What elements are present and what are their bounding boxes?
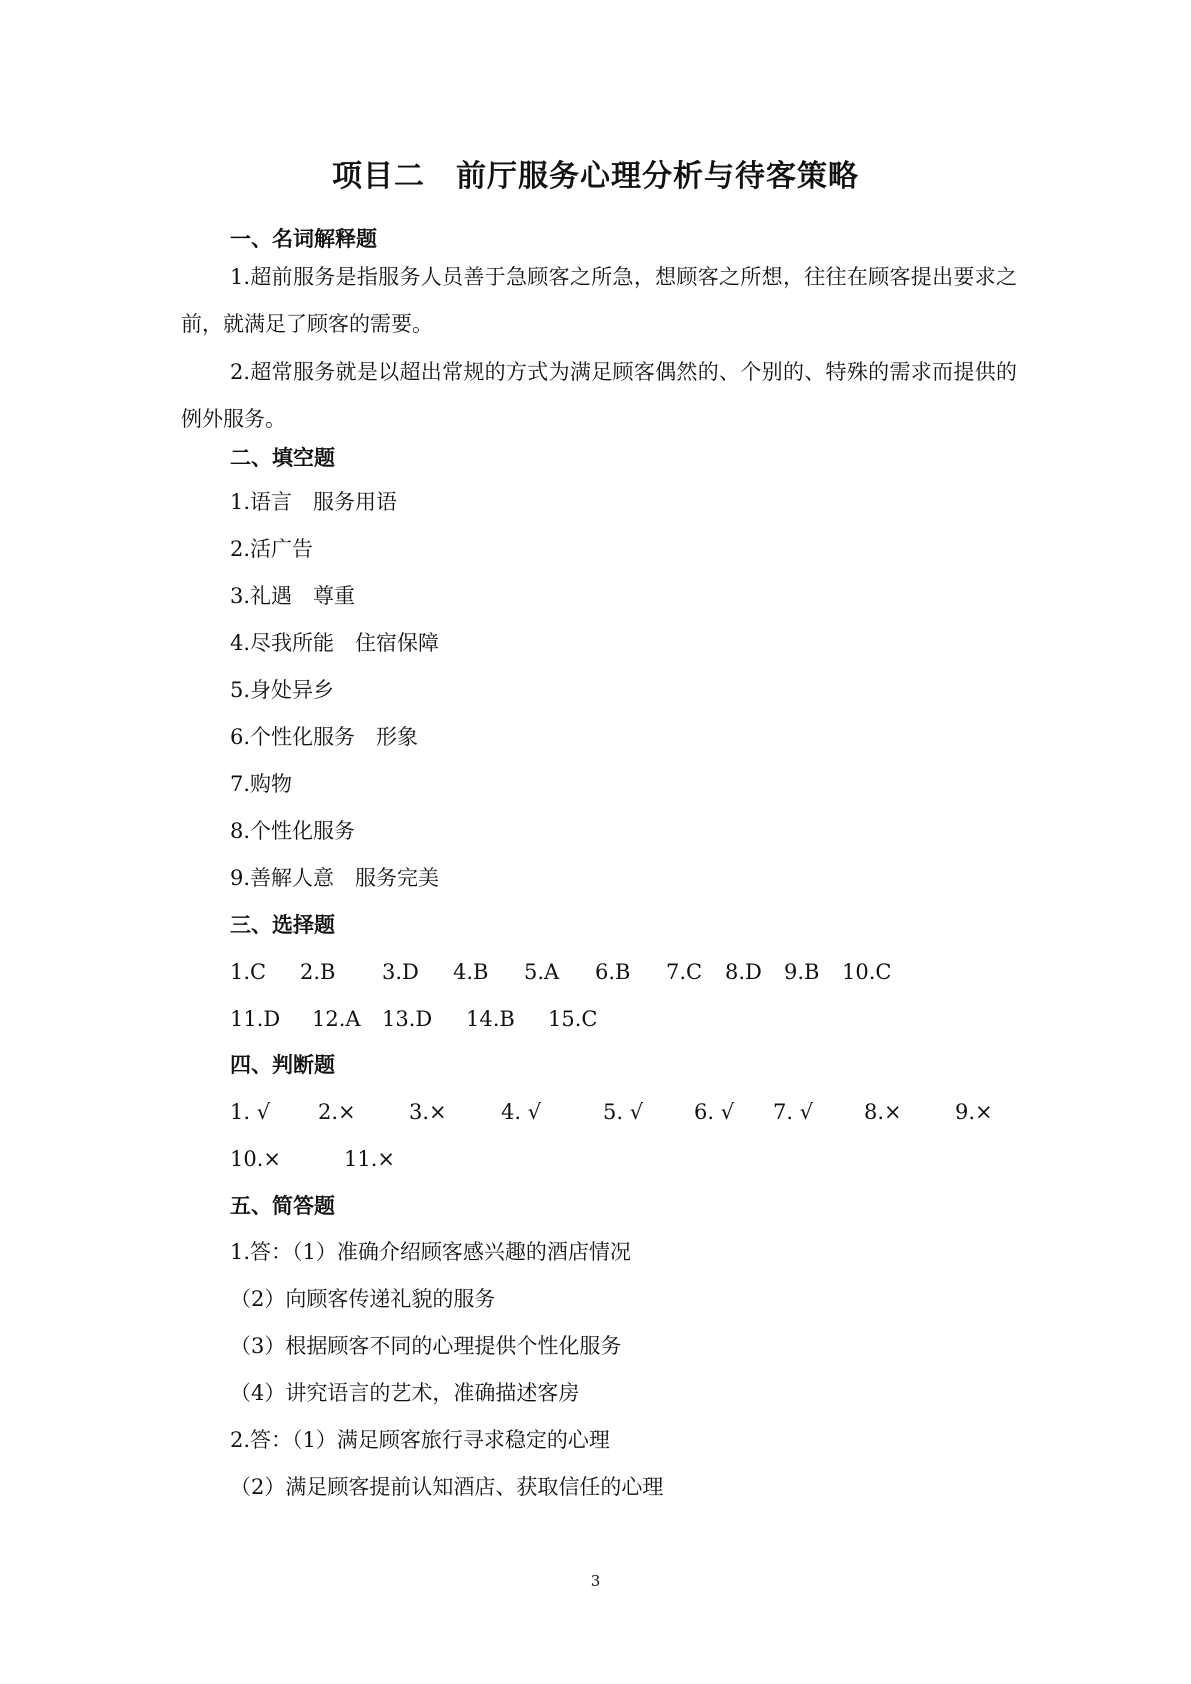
choice-answer: 12.A <box>312 1007 361 1031</box>
choice-answer: 7.C <box>666 960 703 984</box>
judge-answer: 10.× <box>230 1147 281 1171</box>
page-title: 项目二 前厅服务心理分析与待客策略 <box>332 159 859 194</box>
judge-answer: 9.× <box>955 1100 993 1124</box>
fill-answer-9: 9.善解人意 服务完美 <box>230 866 440 890</box>
judge-answer: 3.× <box>409 1100 447 1124</box>
choice-answer: 15.C <box>548 1007 598 1031</box>
judge-answer: 5. √ <box>603 1100 644 1124</box>
judge-answers-row-1 <box>230 1098 1030 1126</box>
short-answer-line: （3）根据顾客不同的心理提供个性化服务 <box>230 1334 622 1358</box>
section-heading-definitions: 一、名词解释题 <box>230 227 377 251</box>
short-answer-line: （2）向顾客传递礼貌的服务 <box>230 1287 496 1311</box>
short-answer-line: （4）讲究语言的艺术，准确描述客房 <box>230 1381 580 1405</box>
choice-answer: 6.B <box>595 960 631 984</box>
definition-2: 2.超常服务就是以超出常规的方式为满足顾客偶然的、个别的、特殊的需求而提供的例外服务。 <box>181 360 1017 431</box>
choice-answers-row-2 <box>230 1005 1030 1033</box>
short-answer-line: 1.答：（1）准确介绍顾客感兴趣的酒店情况 <box>230 1240 631 1264</box>
judge-answer: 2.× <box>318 1100 356 1124</box>
fill-answer-8: 8.个性化服务 <box>230 819 356 843</box>
short-answer-line: （2）满足顾客提前认知酒店、获取信任的心理 <box>230 1475 664 1499</box>
choice-answer: 4.B <box>453 960 489 984</box>
fill-answer-5: 5.身处异乡 <box>230 678 335 702</box>
choice-answer: 3.D <box>382 960 419 984</box>
short-answer-line: 2.答：（1）满足顾客旅行寻求稳定的心理 <box>230 1428 610 1452</box>
section-heading-choice: 三、选择题 <box>230 913 335 937</box>
judge-answer: 1. √ <box>230 1100 271 1124</box>
judge-answer: 6. √ <box>694 1100 735 1124</box>
choice-answer: 2.B <box>300 960 336 984</box>
choice-answers-row-1 <box>230 958 1030 986</box>
choice-answer: 11.D <box>230 1007 281 1031</box>
judge-answer: 8.× <box>864 1100 902 1124</box>
choice-answer: 13.D <box>382 1007 433 1031</box>
fill-answer-1: 1.语言 服务用语 <box>230 490 398 514</box>
fill-answer-6: 6.个性化服务 形象 <box>230 725 419 749</box>
fill-answer-4: 4.尽我所能 住宿保障 <box>230 631 440 655</box>
section-heading-short-answer: 五、简答题 <box>230 1194 335 1218</box>
page-number: 3 <box>590 1572 601 1590</box>
section-heading-fill-blanks: 二、填空题 <box>230 446 335 470</box>
definition-1: 1.超前服务是指服务人员善于急顾客之所急，想顾客之所想，往往在顾客提出要求之前，就满足了顾客的需要。 <box>181 265 1017 336</box>
section-heading-true-false: 四、判断题 <box>230 1053 335 1077</box>
judge-answer: 4. √ <box>501 1100 542 1124</box>
choice-answer: 14.B <box>466 1007 515 1031</box>
judge-answers-row-2 <box>230 1145 1030 1173</box>
choice-answer: 5.A <box>524 960 560 984</box>
judge-answer: 11.× <box>344 1147 395 1171</box>
choice-answer: 10.C <box>842 960 892 984</box>
fill-answer-7: 7.购物 <box>230 772 293 796</box>
fill-answer-2: 2.活广告 <box>230 537 314 561</box>
choice-answer: 8.D <box>725 960 762 984</box>
choice-answer: 1.C <box>230 960 267 984</box>
choice-answer: 9.B <box>784 960 820 984</box>
fill-answer-3: 3.礼遇 尊重 <box>230 584 356 608</box>
judge-answer: 7. √ <box>773 1100 814 1124</box>
